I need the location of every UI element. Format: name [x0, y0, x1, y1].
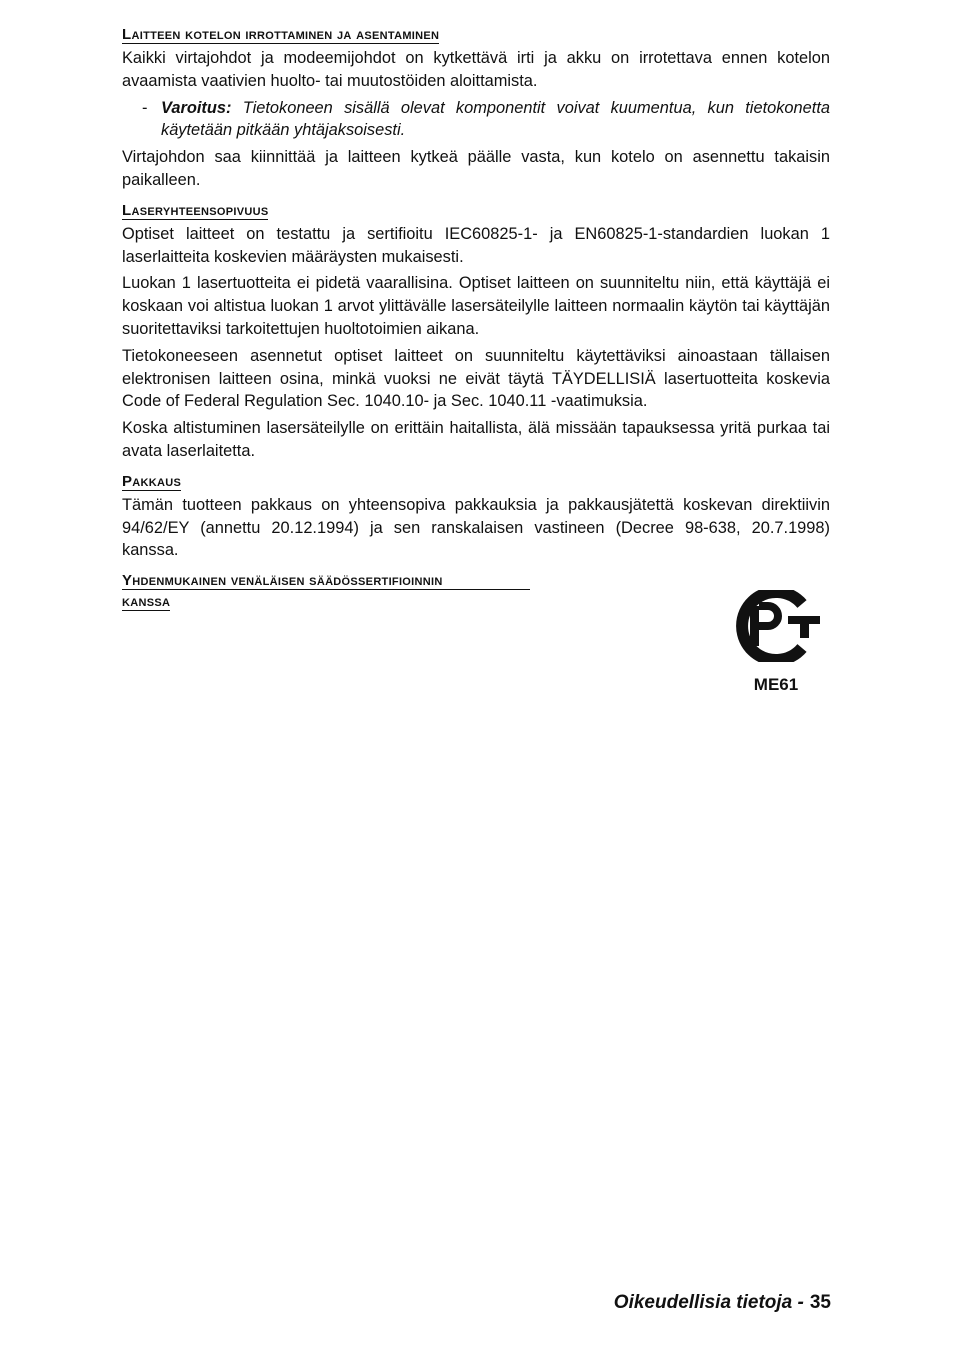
section-laser: [122, 202, 830, 463]
warning-item: [122, 97, 830, 143]
page-number: 35: [809, 1292, 831, 1313]
section-heading: Pakkaus: [122, 472, 182, 490]
bullet-dash: -: [142, 98, 148, 117]
section-packaging: [122, 473, 830, 562]
warning-text: Tietokoneen sisällä olevat komponentit voivat kuumentua, kun tietokonetta käytetään pitkään yhtäjaksoisesti.: [161, 98, 830, 140]
paragraph: Optiset laitteet on testattu ja sertifioitu IEC60825-1- ja EN60825-1-standardien luokan 1 laserlaitteita koskevien määräysten mukaisesti.: [122, 224, 830, 266]
logo-caption: ME61: [753, 675, 799, 694]
footer-title: Oikeudellisia tietoja -: [613, 1292, 804, 1313]
paragraph: Tämän tuotteen pakkaus on yhteensopiva pakkauksia ja pakkausjätettä koskevan direktiivin 94/62/EY (annettu 20.12.1994) ja sen ranskalaisen vastineen (Decree 98-638, 20.7.1998) kanssa.: [122, 495, 830, 560]
gost-r-certification-mark-icon: [732, 590, 824, 662]
section-case: [122, 26, 830, 192]
section-heading: Laseryhteensopivuus: [122, 201, 269, 219]
paragraph: Virtajohdon saa kiinnittää ja laitteen kytkeä päälle vasta, kun kotelo on asennettu takaisin paikalleen.: [122, 148, 830, 189]
section-heading-continued: kanssa: [122, 593, 171, 611]
certification-logo: [728, 590, 828, 695]
paragraph: Koska altistuminen lasersäteilylle on erittäin haitallista, älä missään tapauksessa yritä purkaa tai avata laserlaitetta.: [122, 419, 830, 460]
page-footer: [614, 1292, 831, 1314]
paragraph: Tietokoneeseen asennetut optiset laitteet on suunniteltu käytettäviksi ainoastaan tällaisen elektronisen laitteen osina, minkä vuoksi ne eivät täytä TÄYDELLISIÄ lasertuotteita koskevia Code of Federal Regulation Sec. 1040.10- ja Sec. 1040.11 -vaatimuksia.: [122, 346, 830, 411]
paragraph: Kaikki virtajohdot ja modeemijohdot on kytkettävä irti ja akku on irrotettava ennen kotelon avaamista vaativien huolto- tai muutostöiden aloittamista.: [122, 49, 830, 90]
paragraph: Luokan 1 lasertuotteita ei pidetä vaarallisina. Optiset laitteen on suunniteltu niin, että käyttäjä ei koskaan voi altistua luokan 1 arvot ylittävälle lasersäteilylle laitteen normaalin käytön tai käyttäjän suoritettaviksi tarkoitettujen huoltotoimien aikana.: [122, 274, 830, 338]
section-russian-cert: [122, 572, 830, 614]
section-heading: Yhdenmukainen venäläisen säädössertifioinnin: [122, 572, 530, 590]
section-heading: Laitteen kotelon irrottaminen ja asentaminen: [122, 26, 440, 43]
page-content: [122, 26, 830, 614]
warning-label: Varoitus:: [161, 98, 232, 117]
